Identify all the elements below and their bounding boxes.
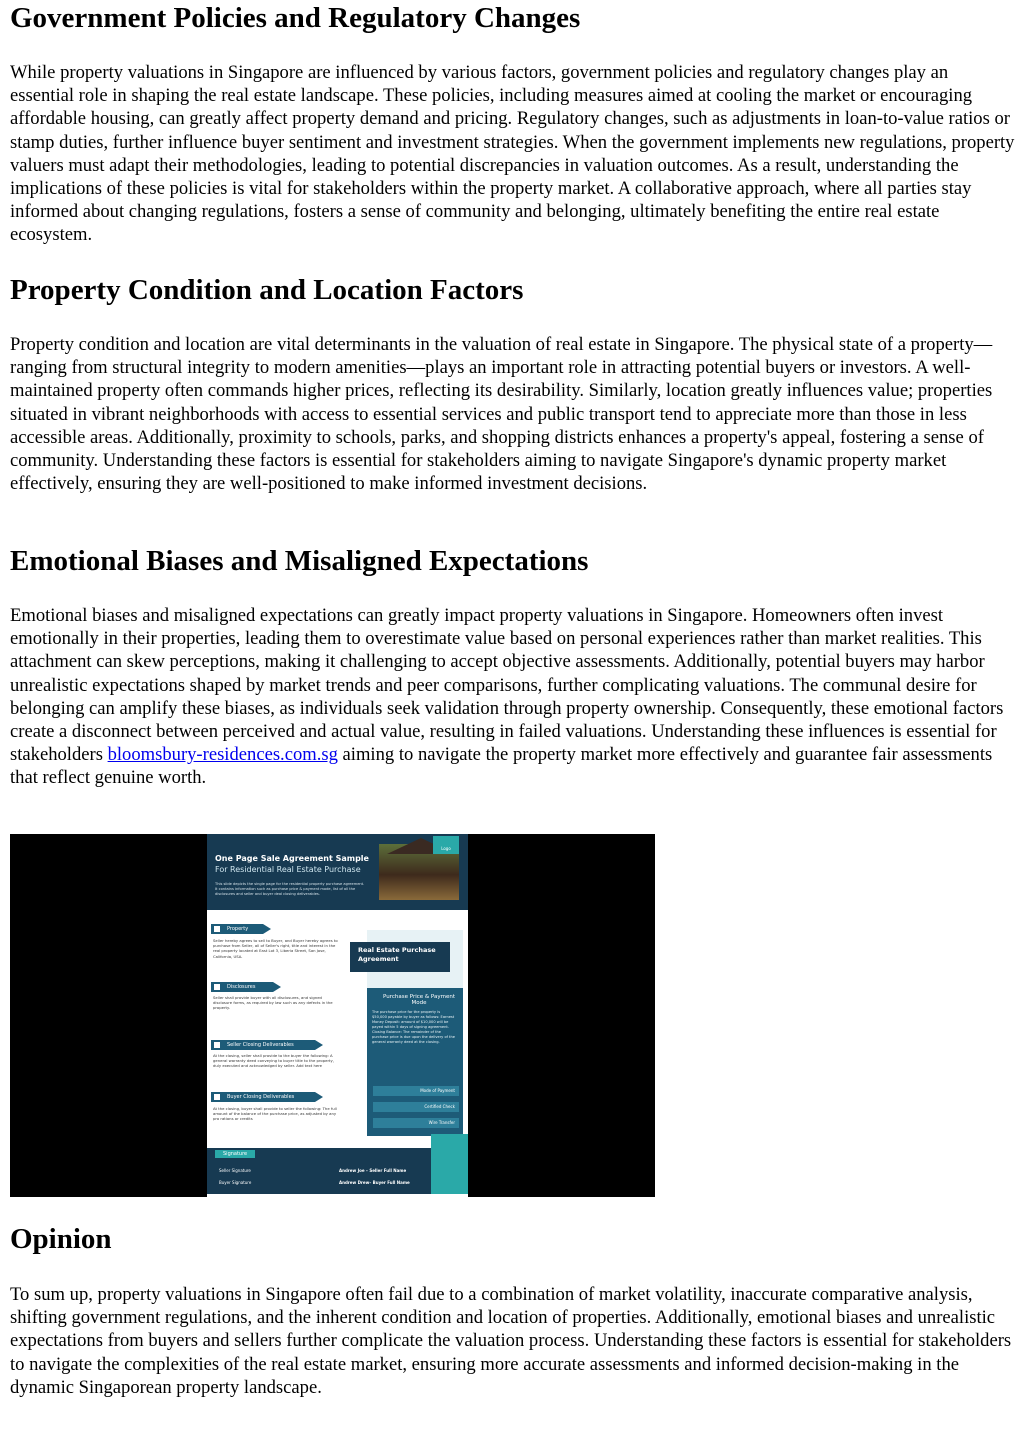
buyer-closing-text: At the closing, buyer shall provide to seller the following: The full amount of the balance of the purchase price, as adjusted by any pro rations or credits bbox=[213, 1106, 337, 1122]
section-heading-government-policies: Government Policies and Regulatory Changes bbox=[10, 2, 581, 34]
signature-tag: Signature bbox=[215, 1150, 255, 1158]
tag-label: Seller Closing Deliverables bbox=[227, 1042, 294, 1048]
seller-signature-label: Seller Signature bbox=[219, 1168, 251, 1173]
disclosures-icon bbox=[214, 984, 220, 990]
mode-wire-transfer: Wire Transfer bbox=[373, 1118, 459, 1128]
slide-subtitle: For Residential Real Estate Purchase bbox=[215, 865, 361, 874]
logo-badge: Logo bbox=[433, 836, 459, 854]
property-icon bbox=[214, 926, 220, 932]
section-body-government-policies: While property valuations in Singapore are influenced by various factors, government policies and regulatory changes play an essential role in shaping the real estate landscape. These policies, including measures aimed at cooling the market or encouraging affordable housing, can greatly affect property demand and pricing. Regulatory changes, such as adjustments in loan-to-value ratios or stamp duties, further influence buyer sentiment and investment strategies. When the government implements new regulations, property valuers must adapt their methodologies, leading to potential discrepancies in valuation outcomes. As a result, understanding the implications of these policies is vital for stakeholders within the property market. A collaborative approach, where all parties stay informed about changing regulations, fosters a sense of community and belonging, ultimately benefiting the entire real estate ecosystem. bbox=[10, 62, 1015, 246]
ppm-text: The purchase price for the property is $50,000 payable by buyer as follows: Earnest Money Deposit: amount of $10,000 will be payed within 5 days of signing agreement. Closing Balance: The remainder of the purchase price is due upon the delivery of the general warranty deed at the closing. bbox=[372, 1010, 455, 1044]
seller-closing-text: At the closing, seller shall provide to the buyer the following: A general warranty deed conveying to buyer title to the property, duly executed and acknowledged by seller. Add text here bbox=[213, 1053, 334, 1069]
disclosures-text: Seller shall provide buyer with all disclosures, and signed disclosure forms, as required by law such as any defects in the property. bbox=[213, 995, 333, 1011]
tag-label: Buyer Closing Deliverables bbox=[227, 1094, 295, 1100]
mode-certified-check: Certified Check bbox=[373, 1102, 459, 1112]
tag-buyer-closing bbox=[211, 1092, 315, 1102]
tag-label: Property bbox=[227, 926, 249, 932]
bloomsbury-residences-link[interactable]: bloomsbury-residences.com.sg bbox=[107, 744, 338, 766]
tag-disclosures bbox=[211, 982, 273, 992]
buyer-signature-label: Buyer Signature bbox=[219, 1180, 252, 1185]
body-text-before-link: Emotional biases and misaligned expectations can greatly impact property valuations in Singapore. Homeowners often invest emotionally in their properties, leading them to overestimate value based on personal experiences rather than market realities. This attachment can skew perceptions, making it challenging to accept objective assessments. Additionally, potential buyers may harbor unrealistic expectations shaped by market trends and peer comparisons, further complicating valuations. The communal desire for belonging can amplify these biases, as individuals seek validation through property ownership. Consequently, these emotional factors create a disconnect between perceived and actual value, resulting in failed valuations. Understanding these influences is essential for stakeholders bbox=[10, 605, 1004, 766]
mode-of-payment-label: Mode of Payment bbox=[373, 1086, 459, 1096]
tag-label: Disclosures bbox=[227, 984, 256, 990]
body-text-after-link: aiming to navigate the property market more effectively and guarantee fair assessments that reflect genuine worth. bbox=[10, 744, 993, 789]
ppm-title: Purchase Price & Payment Mode bbox=[383, 994, 456, 1006]
buyer-icon bbox=[214, 1094, 220, 1100]
agreement-slide-image bbox=[10, 834, 655, 1197]
rea-title-box: Real Estate Purchase Agreement bbox=[350, 942, 450, 972]
section-body-emotional-biases bbox=[10, 604, 1016, 790]
section-heading-emotional-biases: Emotional Biases and Misaligned Expectations bbox=[10, 545, 589, 577]
tag-seller-closing bbox=[211, 1040, 315, 1050]
buyer-signature-name: Andrew Drew– Buyer Full Name bbox=[339, 1180, 410, 1185]
teal-accent-strip bbox=[431, 1134, 468, 1194]
slide-canvas bbox=[207, 834, 468, 1197]
slide-title: One Page Sale Agreement Sample bbox=[215, 854, 369, 863]
section-body-opinion: To sum up, property valuations in Singapore often fail due to a combination of market volatility, inaccurate comparative analysis, shifting government regulations, and the inherent condition and location of properties. Additionally, emotional biases and unrealistic expectations from buyers and sellers further complicate the valuation process. Understanding these factors is essential for stakeholders to navigate the complexities of the real estate market, ensuring more accurate assessments and informed decision-making in the dynamic Singaporean property landscape. bbox=[10, 1284, 1012, 1398]
seller-icon bbox=[214, 1042, 220, 1048]
section-heading-opinion: Opinion bbox=[10, 1223, 112, 1255]
seller-signature-name: Andrew Joe – Seller Full Name bbox=[339, 1168, 407, 1173]
tag-property bbox=[211, 924, 263, 934]
property-text: Seller hereby agrees to sell to Buyer, and Buyer hereby agrees to purchase from Seller, all of Seller's right, title and interest in the real property located at East Lot 3, Liberia Street, San Jose, California, USA. bbox=[213, 938, 338, 959]
section-body-property-condition: Property condition and location are vital determinants in the valuation of real estate in Singapore. The physical state of a property—ranging from structural integrity to modern amenities—plays an important role in attracting potential buyers or investors. A well-maintained property often commands higher prices, reflecting its desirability. Similarly, location greatly influences value; properties situated in vibrant neighborhoods with access to essential services and public transport tend to appreciate more than those in less accessible areas. Additionally, proximity to schools, parks, and shopping districts enhances a property's appeal, fostering a sense of community. Understanding these factors is essential for stakeholders aiming to navigate Singapore's dynamic property market effectively, ensuring they are well-positioned to make informed investment decisions. bbox=[10, 334, 993, 495]
section-heading-property-condition: Property Condition and Location Factors bbox=[10, 274, 524, 306]
slide-description: This slide depicts the single page for the residential property purchase agreement. It contains information such as purchase price & payment mode, list of all the disclosures and seller and buyer deal closing deliverables. bbox=[215, 882, 365, 896]
